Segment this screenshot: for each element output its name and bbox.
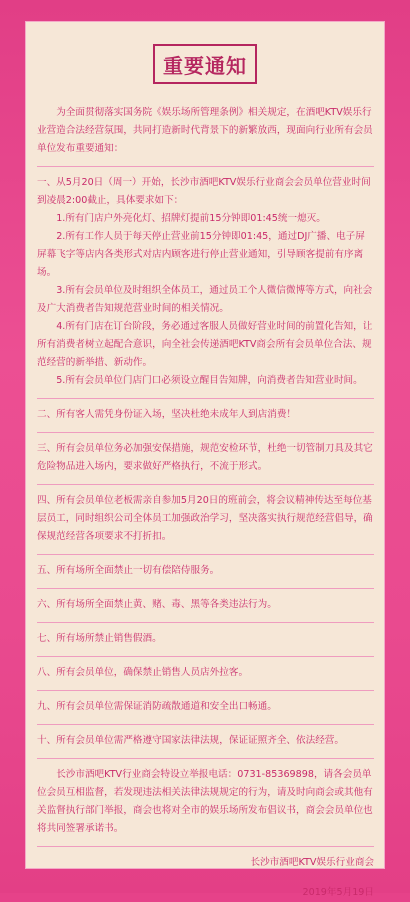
divider [37, 758, 374, 759]
page-title: 重要通知 [163, 53, 247, 78]
section-1-item: 4.所有门店在订台阶段，务必通过客服人员做好营业时间的前置化告知，让所有消费者树立起配合意识，向全社会传递酒吧KTV商会所有会员单位合法、规范经营的新举措、新动作。 [37, 321, 373, 368]
divider [37, 588, 374, 589]
date: 2019年5月19日 [302, 887, 374, 898]
closing-paragraph: 长沙市酒吧KTV行业商会特设立举报电话：0731-85369898，请各会员单位会员互相监督，若发现违法相关法律法规规定的行为，请及时向商会或其他有关监督执行部门举报，商会也将对全市的娱乐场所发布倡议书，商会会员单位也将共同签署承诺书。 [37, 769, 373, 834]
divider [37, 724, 374, 725]
section-1-heading: 一、从5月20日（周一）开始，长沙市酒吧KTV娱乐行业商会会员单位营业时间到凌晨2:00截止，具体要求如下： [37, 177, 371, 206]
divider [37, 656, 374, 657]
divider [37, 166, 374, 167]
section-2: 二、所有客人需凭身份证入场，坚决杜绝未成年人到店消费！ [37, 409, 297, 420]
divider [37, 554, 374, 555]
divider [37, 398, 374, 399]
section-10: 十、所有会员单位需严格遵守国家法律法规，保证证照齐全、依法经营。 [37, 735, 344, 746]
section-3: 三、所有会员单位务必加强安保措施，规范安检环节，杜绝一切管制刀具及其它危险物品进入场内，要求做好严格执行，不流于形式。 [37, 443, 373, 472]
divider [37, 484, 374, 485]
section-1-item: 1.所有门店户外亮化灯、招牌灯提前15分钟即01:45统一熄灭。 [56, 213, 326, 224]
section-5: 五、所有场所全面禁止一切有偿陪侍服务。 [37, 565, 220, 576]
section-7: 七、所有场所禁止销售假酒。 [37, 633, 162, 644]
section-4: 四、所有会员单位老板需亲自参加5月20日的班前会，将会议精神传达至每位基层员工，同时组织公司全体员工加强政治学习，坚决落实执行规范经营倡导，确保规范经营各项要求不打折扣。 [37, 495, 373, 542]
divider [37, 622, 374, 623]
section-8: 八、所有会员单位，确保禁止销售人员店外拉客。 [37, 667, 249, 678]
notice-body [37, 104, 374, 902]
divider [37, 846, 374, 847]
divider [37, 432, 374, 433]
section-1-item: 3.所有会员单位及时组织全体员工，通过员工个人微信微博等方式，向社会及广大消费者告知规范营业时间的相关情况。 [37, 285, 373, 314]
section-1-item: 2.所有工作人员于每天停止营业前15分钟即01:45，通过DJ广播、电子屏屏幕飞字等店内各类形式对店内顾客进行停止营业通知，引导顾客提前有序离场。 [37, 231, 365, 278]
divider [37, 690, 374, 691]
section-6: 六、所有场所全面禁止黄、赌、毒、黑等各类违法行为。 [37, 599, 277, 610]
title-box [153, 44, 257, 84]
section-1-item: 5.所有会员单位门店门口必须设立醒目告知牌，向消费者告知营业时间。 [56, 375, 363, 386]
signature: 长沙市酒吧KTV娱乐行业商会 [250, 857, 374, 868]
intro-paragraph: 为全面贯彻落实国务院《娱乐场所管理条例》相关规定，在酒吧KTV娱乐行业营造合法经营氛围，共同打造新时代背景下的新繁放西，现面向行业所有会员单位发布重要通知： [37, 107, 373, 154]
section-9: 九、所有会员单位需保证消防疏散通道和安全出口畅通。 [37, 701, 277, 712]
